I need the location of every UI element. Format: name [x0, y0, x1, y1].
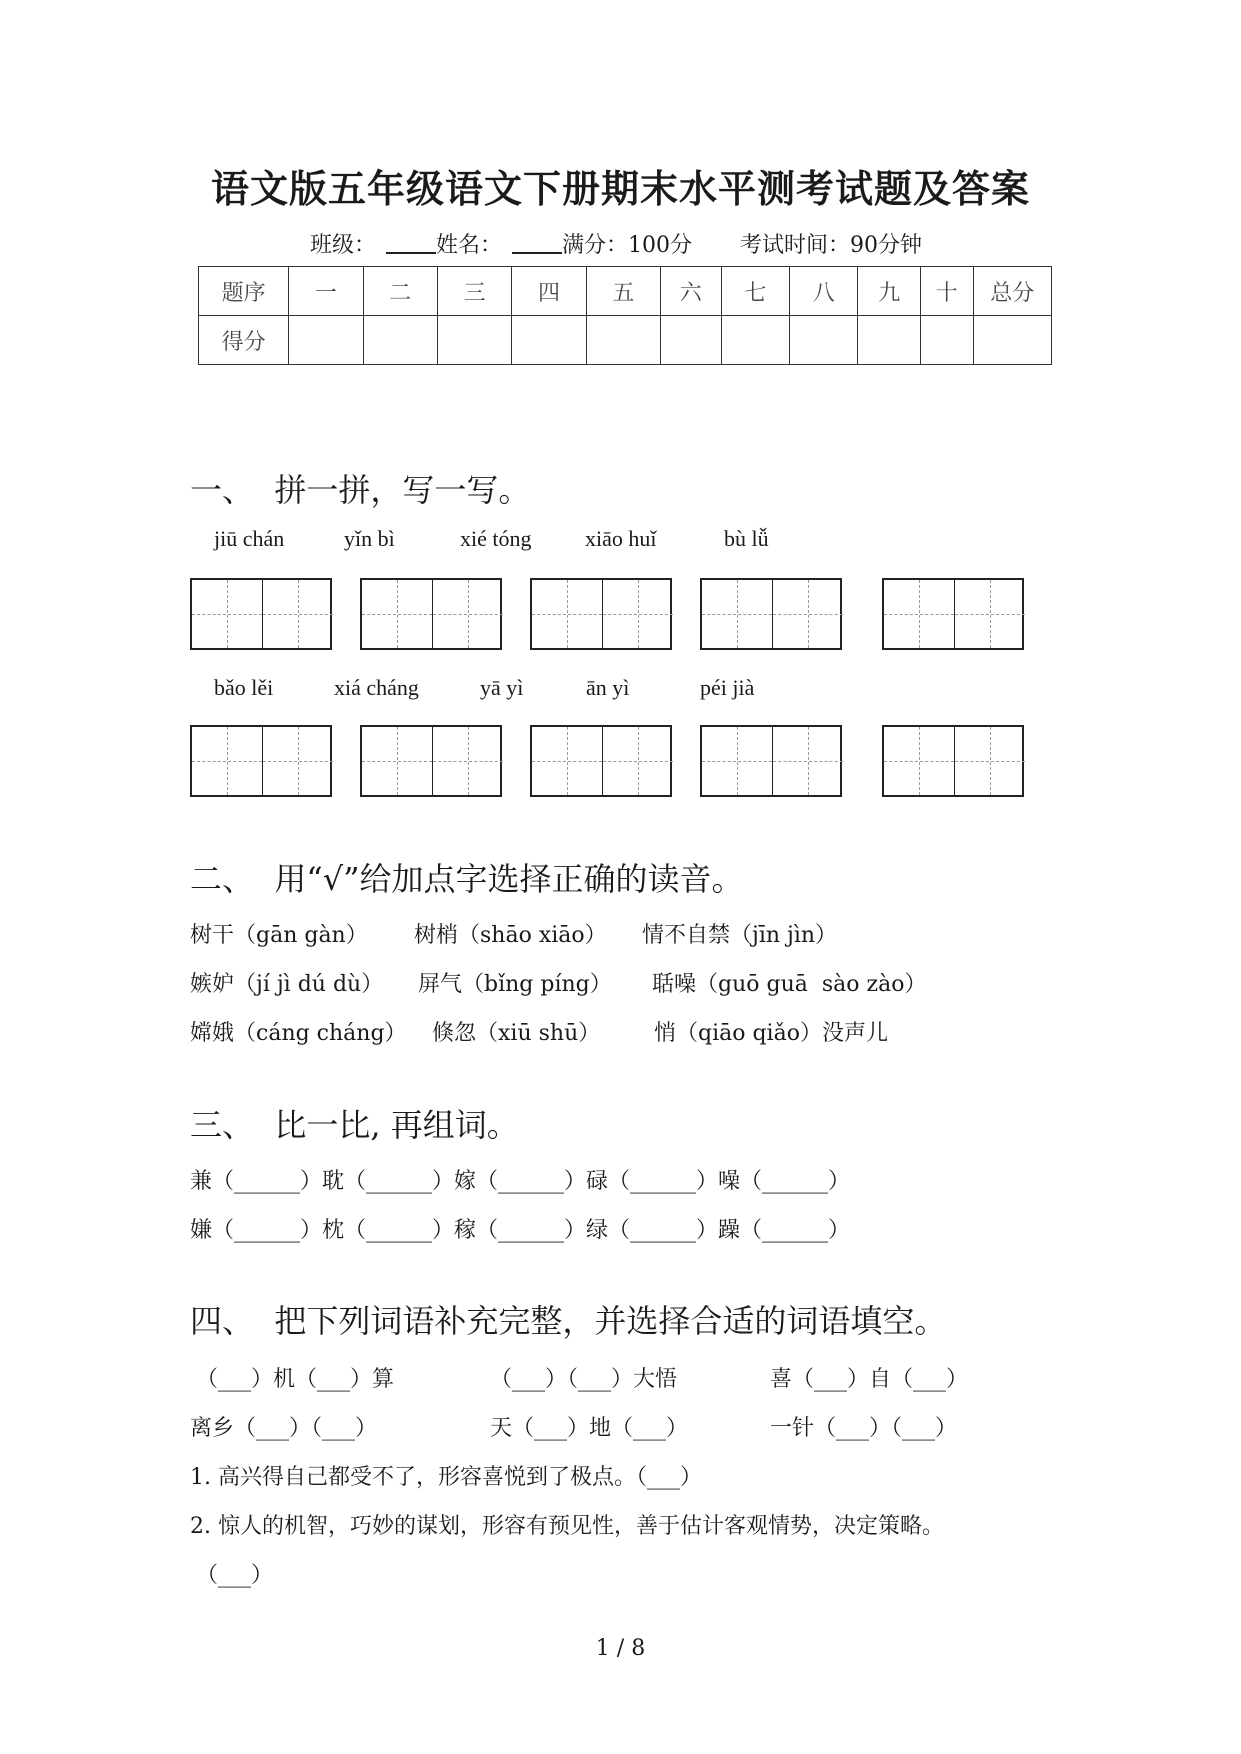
tianzige-box[interactable]	[530, 578, 672, 650]
idiom-item: 离乡（___）（___）	[190, 1416, 378, 1441]
page-title: 语文版五年级语文下册期末水平测考试题及答案	[210, 166, 1030, 211]
pinyin-label: xiāo huǐ	[585, 526, 657, 551]
idiom-item: 天（___）地（___）	[490, 1416, 689, 1441]
pinyin-label: yǐn bì	[344, 526, 395, 551]
header-cell: 总分	[973, 267, 1051, 316]
score-cell[interactable]	[512, 316, 586, 365]
tianzige-box[interactable]	[190, 725, 332, 797]
exam-time: 考试时间：90分钟	[740, 233, 922, 258]
pinyin-label: bù lǚ	[724, 526, 769, 551]
idiom-item: （___）机（___）算	[196, 1367, 395, 1392]
header-cell: 八	[790, 267, 858, 316]
pinyin-label: jiū chán	[214, 526, 285, 551]
tianzige-box[interactable]	[190, 578, 332, 650]
question-2-answer: （___）	[196, 1563, 274, 1588]
score-cell[interactable]	[973, 316, 1051, 365]
idiom-item: （___）（___）大悟	[490, 1367, 678, 1392]
header-cell: 一	[289, 267, 363, 316]
section3-heading: 三、 比一比, 再组词。	[190, 1106, 519, 1144]
class-label: 班级：	[310, 233, 377, 258]
tianzige-box[interactable]	[530, 725, 672, 797]
header-cell: 九	[858, 267, 921, 316]
tianzige-box[interactable]	[360, 578, 502, 650]
full-score: 满分：100分	[562, 233, 692, 258]
score-cell[interactable]	[858, 316, 921, 365]
reading-item: 屏气（bǐng píng）	[418, 972, 612, 997]
compare-line: 兼（______）耽（______）嫁（______）碌（______）噪（______）	[190, 1169, 851, 1194]
idiom-item: 喜（___）自（___）	[770, 1367, 969, 1392]
score-row-label: 得分	[199, 316, 289, 365]
compare-line: 嫌（______）枕（______）稼（______）绿（______）躁（______）	[190, 1218, 851, 1243]
score-table-score-row	[199, 316, 1052, 365]
question-2: 2. 惊人的机智，巧妙的谋划，形容有预见性，善于估计客观情势，决定策略。	[190, 1514, 944, 1539]
name-label: 姓名：	[436, 233, 503, 258]
score-cell[interactable]	[289, 316, 363, 365]
section4-heading: 四、 把下列词语补充完整，并选择合适的词语填空。	[190, 1302, 947, 1340]
name-blank[interactable]	[512, 232, 562, 254]
score-cell[interactable]	[790, 316, 858, 365]
pinyin-label: yā yì	[480, 675, 524, 700]
header-cell: 七	[721, 267, 789, 316]
pinyin-label: xiá cháng	[334, 675, 419, 700]
header-cell: 六	[661, 267, 722, 316]
section1-heading: 一、 拼一拼，写一写。	[190, 471, 531, 509]
score-cell[interactable]	[920, 316, 973, 365]
score-table	[198, 266, 1052, 365]
score-table-header-row	[199, 267, 1052, 316]
header-cell: 题序	[199, 267, 289, 316]
tianzige-box[interactable]	[882, 578, 1024, 650]
pinyin-label: péi jià	[700, 675, 755, 700]
question-1: 1. 高兴得自己都受不了，形容喜悦到了极点。（___）	[190, 1465, 702, 1490]
score-cell[interactable]	[586, 316, 660, 365]
tianzige-box[interactable]	[700, 725, 842, 797]
reading-item: 悄（qiāo qiǎo）没声儿	[654, 1021, 888, 1046]
score-cell[interactable]	[721, 316, 789, 365]
header-cell: 五	[586, 267, 660, 316]
reading-item: 树干（gān gàn）	[190, 923, 368, 948]
pinyin-label: ān yì	[586, 675, 630, 700]
pinyin-label: bǎo lěi	[214, 675, 274, 700]
reading-item: 情不自禁（jīn jìn）	[642, 923, 838, 948]
tianzige-box[interactable]	[700, 578, 842, 650]
header-cell: 四	[512, 267, 586, 316]
reading-item: 聒噪（guō guā sào zào）	[652, 972, 927, 997]
score-cell[interactable]	[437, 316, 511, 365]
score-cell[interactable]	[363, 316, 437, 365]
score-cell[interactable]	[661, 316, 722, 365]
tianzige-box[interactable]	[882, 725, 1024, 797]
section2-heading: 二、 用“√”给加点字选择正确的读音。	[190, 860, 744, 898]
reading-item: 嫦娥（cáng cháng）	[190, 1021, 407, 1046]
reading-item: 倏忽（xiū shū）	[432, 1021, 601, 1046]
tianzige-box[interactable]	[360, 725, 502, 797]
reading-item: 树梢（shāo xiāo）	[414, 923, 607, 948]
idiom-item: 一针（___）（___）	[770, 1416, 958, 1441]
page-number: 1 / 8	[595, 1636, 646, 1661]
header-cell: 十	[920, 267, 973, 316]
pinyin-label: xié tóng	[460, 526, 532, 551]
class-blank[interactable]	[386, 232, 436, 254]
header-cell: 三	[437, 267, 511, 316]
header-cell: 二	[363, 267, 437, 316]
reading-item: 嫉妒（jí jì dú dù）	[190, 972, 384, 997]
